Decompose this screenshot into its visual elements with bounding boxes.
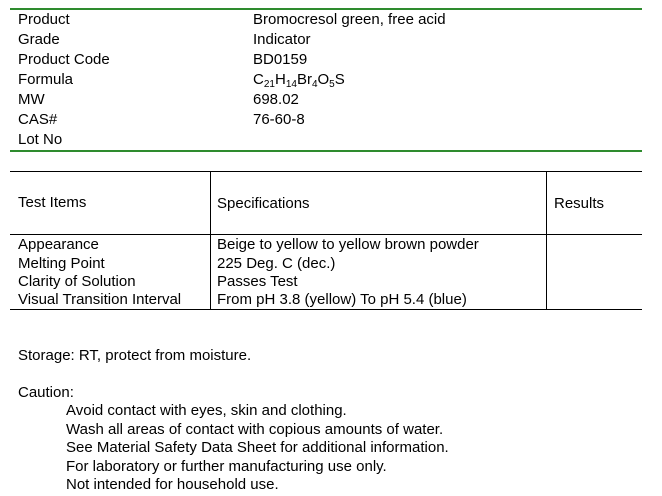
label-mw: MW <box>18 91 45 108</box>
formula-element: Br <box>296 71 312 88</box>
value-product: Bromocresol green, free acid <box>253 11 446 28</box>
value-grade: Indicator <box>253 31 311 48</box>
label-lot-no: Lot No <box>18 131 63 148</box>
caution-line: Wash all areas of contact with copious amounts of water. <box>66 421 444 438</box>
caution-line: See Material Safety Data Sheet for additional information. <box>66 439 449 456</box>
label-cas: CAS# <box>18 111 58 128</box>
formula-subscript: 21 <box>263 79 275 90</box>
value-formula <box>253 71 345 89</box>
formula-subscript: 5 <box>329 79 335 90</box>
row-spec-clarity: Passes Test <box>217 273 298 290</box>
label-product: Product <box>18 11 70 28</box>
header-results: Results <box>554 195 605 212</box>
value-product-code: BD0159 <box>253 51 308 68</box>
table-header-rule <box>10 234 642 235</box>
row-item-melting-point: Melting Point <box>18 255 105 272</box>
formula-element: O <box>317 71 330 88</box>
formula-element: C <box>253 71 264 88</box>
header-specifications: Specifications <box>217 195 310 212</box>
table-divider-right <box>546 171 547 309</box>
value-cas: 76-60-8 <box>253 111 305 128</box>
formula-subscript: 4 <box>311 79 318 90</box>
row-item-transition: Visual Transition Interval <box>18 291 182 308</box>
label-product-code: Product Code <box>18 51 110 68</box>
formula-subscript: 14 <box>285 79 297 90</box>
storage-text: Storage: RT, protect from moisture. <box>18 347 252 364</box>
row-item-appearance: Appearance <box>18 236 99 253</box>
value-mw: 698.02 <box>253 91 299 108</box>
caution-line: Not intended for household use. <box>66 476 279 493</box>
caution-line: Avoid contact with eyes, skin and clothing. <box>66 402 347 419</box>
formula-element: S <box>334 71 345 88</box>
formula-element: H <box>274 71 286 88</box>
table-top-rule <box>10 171 642 172</box>
top-green-rule <box>10 8 642 10</box>
table-divider-left <box>210 171 211 309</box>
bottom-green-rule <box>10 150 642 152</box>
header-test-items: Test Items <box>18 194 87 211</box>
caution-title: Caution: <box>18 384 74 401</box>
table-bottom-rule <box>10 309 642 310</box>
row-item-clarity: Clarity of Solution <box>18 273 136 290</box>
label-formula: Formula <box>18 71 74 88</box>
row-spec-appearance: Beige to yellow to yellow brown powder <box>217 236 479 253</box>
label-grade: Grade <box>18 31 60 48</box>
row-spec-transition: From pH 3.8 (yellow) To pH 5.4 (blue) <box>217 291 467 308</box>
row-spec-melting-point: 225 Deg. C (dec.) <box>217 255 336 272</box>
caution-line: For laboratory or further manufacturing use only. <box>66 458 387 475</box>
